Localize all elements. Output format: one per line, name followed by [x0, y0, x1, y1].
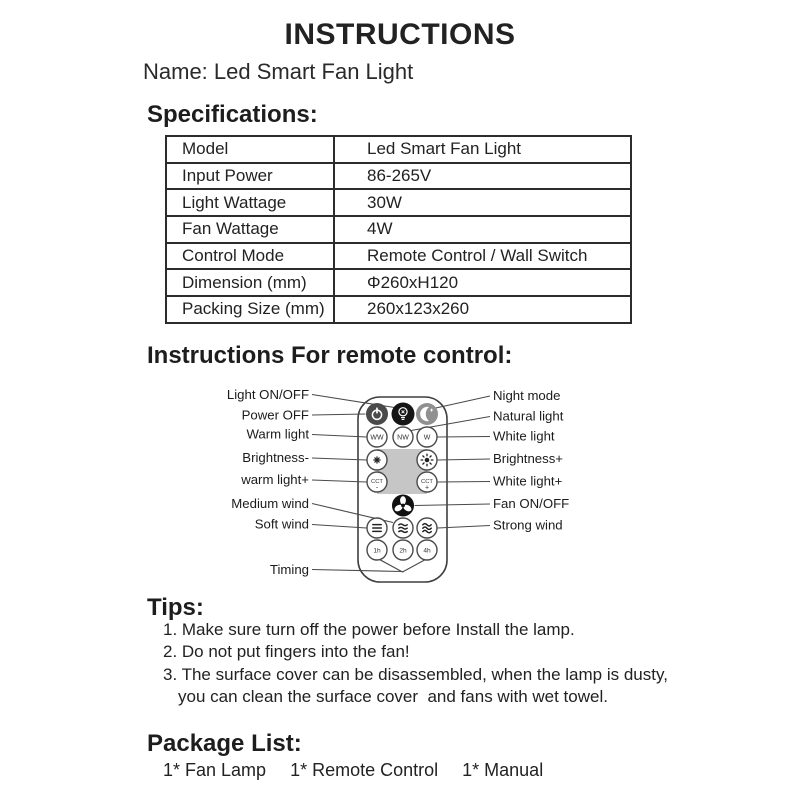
night-mode-button — [416, 403, 438, 425]
timer-buttons — [367, 540, 437, 560]
spec-value: 4W — [334, 216, 631, 243]
page-title: INSTRUCTIONS — [284, 18, 516, 51]
spec-value: 30W — [334, 189, 631, 216]
cct-minus-label: CCT — [371, 479, 383, 485]
tips-heading: Tips: — [147, 594, 204, 621]
table-row — [166, 163, 631, 190]
power-off-label: Power OFF — [241, 407, 309, 423]
tip-item: 3. The surface cover can be disassembled, when the lamp is dusty, — [163, 664, 668, 684]
fan-on-off-label: Fan ON/OFF — [493, 496, 570, 511]
natural-white-button-label: NW — [397, 434, 409, 442]
cct-plus-button — [417, 472, 437, 492]
spec-label: Packing Size (mm) — [166, 296, 334, 323]
spec-label: Dimension (mm) — [166, 269, 334, 296]
remote-control-diagram — [150, 383, 660, 597]
package-list-heading: Package List: — [147, 730, 302, 757]
strong-wind-label: Strong wind — [493, 517, 563, 533]
soft-wind-label: Soft wind — [254, 516, 309, 532]
timer-2h-label: 2h — [399, 547, 407, 555]
remote-instructions-heading: Instructions For remote control: — [147, 342, 513, 369]
table-row — [166, 269, 631, 296]
spec-label: Model — [166, 136, 334, 163]
spec-label: Fan Wattage — [166, 216, 334, 243]
table-row — [166, 296, 631, 323]
spec-value: 260x123x260 — [334, 296, 631, 323]
cct-plus-label: CCT — [421, 479, 433, 485]
medium-wind-label: Medium wind — [231, 496, 309, 511]
package-list — [163, 760, 543, 781]
spec-value: Φ260xH120 — [334, 269, 631, 296]
specifications-heading: Specifications: — [147, 101, 318, 128]
spec-label: Control Mode — [166, 243, 334, 270]
spec-label: Input Power — [166, 163, 334, 190]
package-item: 1* Manual — [462, 760, 544, 780]
light-on-off-label: Light ON/OFF — [226, 387, 309, 402]
light-on-off-button — [392, 403, 415, 426]
spec-value: Led Smart Fan Light — [334, 136, 631, 163]
spec-label: Light Wattage — [166, 189, 334, 216]
tip-item: 1. Make sure turn off the power before Install the lamp. — [163, 620, 575, 639]
table-row — [166, 136, 631, 163]
timer-1h-label: 1h — [373, 547, 381, 555]
specifications-table — [165, 135, 632, 324]
warm-light-label: Warm light — [246, 426, 309, 442]
table-row — [166, 189, 631, 216]
spec-value: 86-265V — [334, 163, 631, 190]
cct-minus-button — [367, 472, 387, 492]
spec-value: Remote Control / Wall Switch — [334, 243, 631, 270]
power-off-button — [366, 403, 388, 425]
tips-list — [163, 619, 668, 709]
cct-minus-sign: - — [375, 484, 379, 492]
package-item: 1* Fan Lamp — [163, 760, 267, 780]
night-mode-label: Night mode — [493, 388, 561, 403]
table-row — [166, 243, 631, 270]
warm-white-button-label: WW — [370, 434, 384, 442]
white-light-label: White light — [493, 428, 555, 444]
package-item: 1* Remote Control — [290, 760, 439, 780]
timing-label: Timing — [269, 562, 309, 577]
white-light-plus-label: White light+ — [493, 473, 563, 489]
bright-sun-icon — [421, 454, 434, 467]
table-row — [166, 216, 631, 243]
fan-on-off-button — [392, 495, 414, 517]
tip-item-continuation: you can clean the surface cover and fans with wet towel. — [178, 687, 608, 707]
brightness-minus-label: Brightness- — [242, 450, 309, 465]
wind-speed-buttons — [367, 518, 437, 538]
cct-plus-sign: + — [424, 484, 430, 492]
brightness-plus-button — [417, 450, 437, 470]
timer-4h-label: 4h — [423, 547, 431, 555]
product-name: Name: Led Smart Fan Light — [143, 59, 414, 84]
brightness-plus-label: Brightness+ — [493, 451, 564, 466]
tip-item: 2. Do not put fingers into the fan! — [163, 642, 410, 662]
brightness-minus-button — [367, 450, 387, 470]
warm-light-plus-label: warm light+ — [241, 472, 309, 487]
natural-light-label: Natural light — [493, 408, 564, 424]
white-button-label: W — [423, 434, 431, 442]
